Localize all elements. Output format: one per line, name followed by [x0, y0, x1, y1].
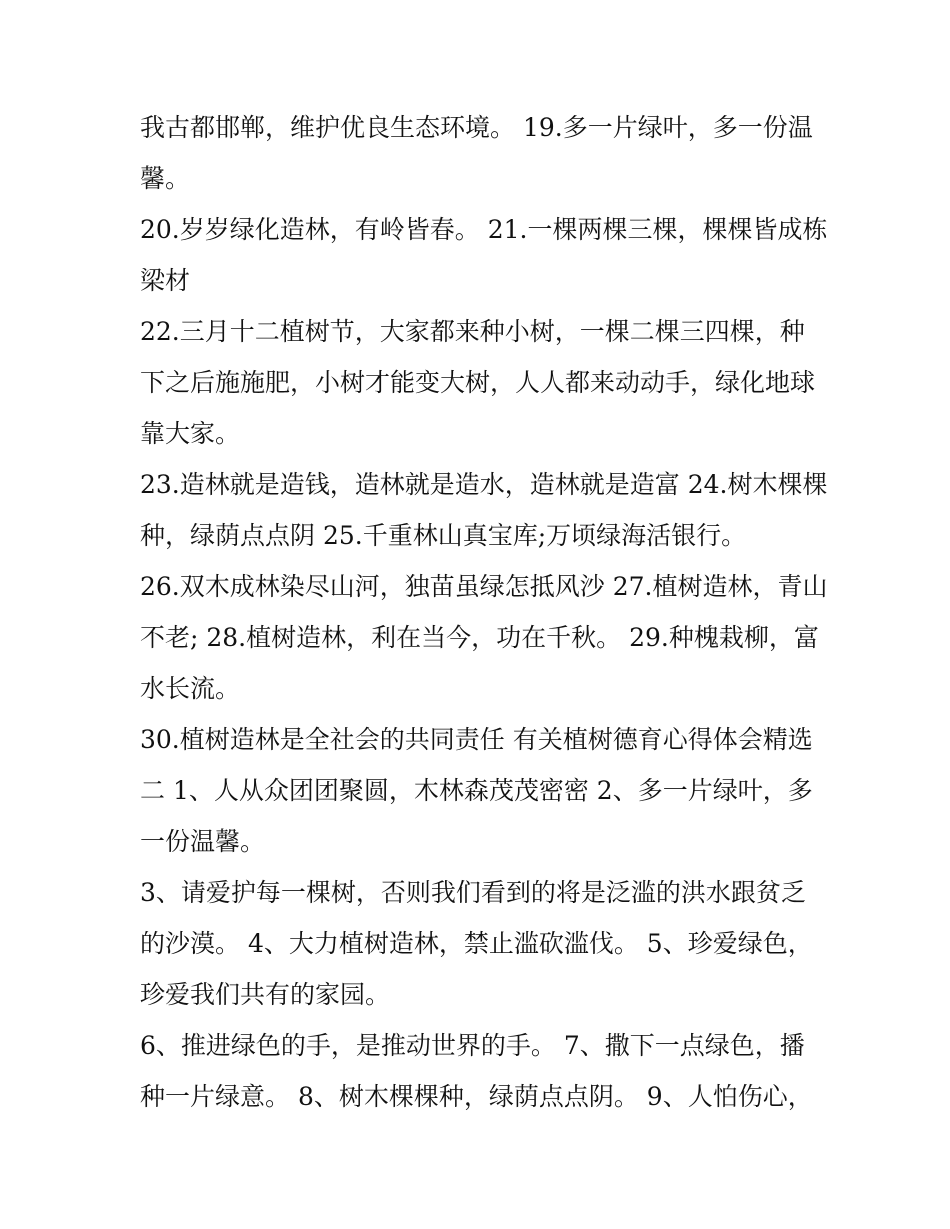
text-line-9: 种，绿荫点点阴 25.千重林山真宝库;万顷绿海活银行。: [140, 521, 747, 550]
text-line-3: 20.岁岁绿化造林，有岭皆春。 21.一棵两棵三棵，棵棵皆成栋: [140, 215, 828, 244]
text-line-18: 珍爱我们共有的家园。: [140, 980, 391, 1009]
text-line-11: 不老; 28.植树造林，利在当今，功在千秋。 29.种槐栽柳，富: [140, 623, 819, 652]
text-line-2: 馨。: [140, 164, 191, 193]
text-line-13: 30.植树造林是全社会的共同责任 有关植树德育心得体会精选: [140, 725, 813, 754]
text-line-8: 23.造林就是造钱，造林就是造水，造林就是造富 24.树木棵棵: [140, 470, 828, 499]
text-line-5: 22.三月十二植树节，大家都来种小树，一棵二棵三四棵，种: [140, 317, 805, 346]
text-line-15: 一份温馨。: [140, 827, 266, 856]
text-line-10: 26.双木成林染尽山河，独苗虽绿怎抵风沙 27.植树造林，青山: [140, 572, 828, 601]
text-line-19: 6、推进绿色的手，是推动世界的手。 7、撒下一点绿色，播: [140, 1031, 805, 1060]
text-line-4: 梁材: [140, 266, 191, 295]
text-line-20: 种一片绿意。 8、树木棵棵种，绿荫点点阴。 9、人怕伤心，: [140, 1082, 813, 1111]
text-line-12: 水长流。: [140, 674, 241, 703]
text-line-1: 我古都邯郸，维护优良生态环境。 19.多一片绿叶，多一份温: [140, 113, 813, 142]
text-line-6: 下之后施施肥，小树才能变大树，人人都来动动手，绿化地球: [140, 368, 816, 397]
text-line-14: 二 1、人从众团团聚圆，木林森茂茂密密 2、多一片绿叶，多: [140, 776, 813, 805]
text-line-17: 的沙漠。 4、大力植树造林，禁止滥砍滥伐。 5、珍爱绿色，: [140, 929, 813, 958]
text-line-16: 3、请爱护每一棵树，否则我们看到的将是泛滥的洪水跟贫乏: [140, 878, 806, 907]
text-line-7: 靠大家。: [140, 419, 241, 448]
